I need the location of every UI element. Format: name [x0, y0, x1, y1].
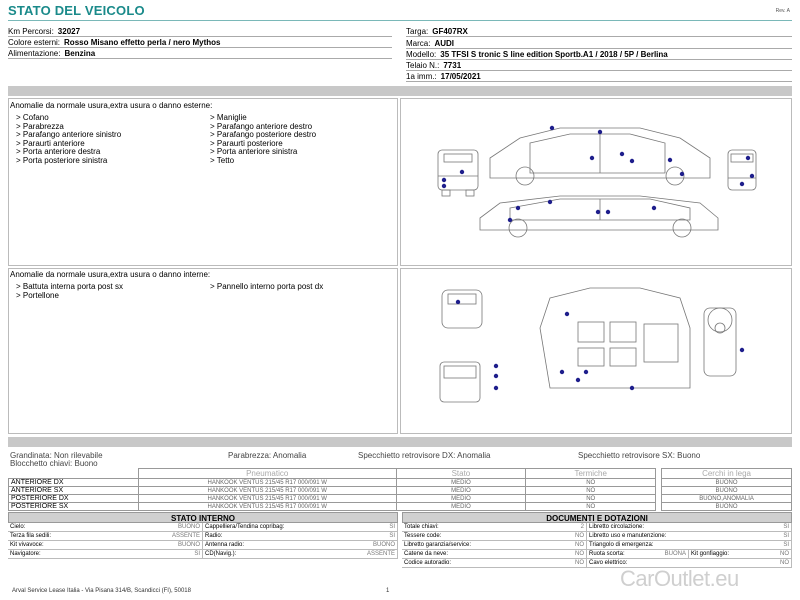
doc-codice-autoradio: Codice autoradio: NO [402, 559, 587, 568]
doc-libretto-circolazione: Libretto circolazione: SI [587, 523, 792, 532]
stato-interno-antenna: Antenna radio: BUONO [203, 541, 398, 550]
doc-cavo-elettrico: Cavo elettrico: NO [587, 559, 792, 568]
external-car-diagram [400, 98, 792, 266]
internal-damage-title: Anomalie da normale usura,extra usura o danno interne: [10, 270, 211, 279]
info-targa: Targa: GF407RX [406, 26, 792, 37]
external-damage-title: Anomalie da normale usura,extra usura o danno esterne: [10, 101, 213, 110]
page-title: STATO DEL VEICOLO [8, 3, 145, 18]
tyre-header-termiche: Termiche [526, 469, 656, 479]
footer-address: Arval Service Lease Italia - Via Pisana 314/B, Scandicci (FI), 50018 [12, 588, 191, 594]
doc-ruota-scorta: Ruota scorta: BUONA [587, 550, 689, 559]
table-row: POSTERIORE SX HANKOOK VENTUS 215/45 R17 000/091 W MEDIO NO BUONO [9, 503, 792, 511]
watermark-logo: CarOutlet.eu [620, 566, 739, 591]
stato-interno-vivavoce: Kit vivavoce: BUONO [8, 541, 203, 550]
status-blocchetto: Blocchetto chiavi: Buono [10, 459, 98, 468]
info-immatricolazione: 1a imm.: 17/05/2021 [406, 71, 792, 82]
external-damage-list-left: > Cofano > Parabrezza > Parafango anteriore sinistro > Paraurti anteriore > Porta anteriore destra > Porta posteriore sinistra [16, 113, 122, 165]
tyre-header-pneumatico: Pneumatico [138, 469, 396, 479]
doc-libretto-uso: Libretto uso e manutenzione: SI [587, 532, 792, 541]
stato-interno-terza-fila: Terza fila sedili: ASSENTE [8, 532, 203, 541]
stato-interno-cd: CD(Navig.): ASSENTE [203, 550, 398, 559]
status-parabrezza: Parabrezza: Anomalia [228, 451, 307, 460]
info-marca: Marca: AUDI [406, 38, 792, 49]
internal-car-diagram [400, 268, 792, 434]
status-specchietto-sx: Specchietto retrovisore SX: Buono [578, 451, 701, 460]
table-row: POSTERIORE DX HANKOOK VENTUS 215/45 R17 000/091 W MEDIO NO BUONO,ANOMALIA [9, 495, 792, 503]
status-grandinata: Grandinata: Non rilevabile [10, 451, 103, 460]
doc-libretto-garanzia: Libretto garanzia/service: NO [402, 541, 587, 550]
revision-label: Rev. A [775, 8, 790, 14]
tyre-table [8, 468, 792, 511]
info-telaio: Telaio N.: 7731 [406, 60, 792, 71]
external-damage-list-right: > Maniglie > Parafango anteriore destro > Parafango posteriore destro > Paraurti posteriore > Porta anteriore sinistra > Tetto [210, 113, 317, 165]
table-row: ANTERIORE DX HANKOOK VENTUS 215/45 R17 000/091 W MEDIO NO BUONO [9, 479, 792, 487]
info-alimentazione: Alimentazione: Benzina [8, 48, 392, 59]
tyre-header-stato: Stato [396, 469, 526, 479]
stato-interno-header: STATO INTERNO [8, 512, 398, 523]
doc-totale-chiavi: Totale chiavi: 2 [402, 523, 587, 532]
info-km: Km Percorsi: 32027 [8, 26, 392, 37]
stato-interno-cappelliera: Cappelliera/Tendina copribag: SI [203, 523, 398, 532]
title-divider [8, 20, 792, 21]
doc-kit-gonfiaggio: Kit gonfiaggio: NO [689, 550, 792, 559]
info-modello: Modello: 35 TFSI S tronic S line edition Sportb.A1 / 2018 / 5P / Berlina [406, 49, 792, 60]
stato-interno-navigatore: Navigatore: SI [8, 550, 203, 559]
documenti-header: DOCUMENTI E DOTAZIONI [402, 512, 792, 523]
doc-triangolo: Triangolo di emergenza: SI [587, 541, 792, 550]
status-separator [8, 437, 792, 447]
stato-interno-radio: Radio: SI [203, 532, 398, 541]
footer-page-number: 1 [386, 588, 390, 594]
info-colore: Colore esterni: Rosso Misano effetto perla / nero Mythos [8, 37, 392, 48]
internal-damage-list-left: > Battuta interna porta post sx > Portellone [16, 282, 123, 300]
table-row: ANTERIORE SX HANKOOK VENTUS 215/45 R17 000/091 W MEDIO NO BUONO [9, 487, 792, 495]
status-specchietto-dx: Specchietto retrovisore DX: Anomalia [358, 451, 491, 460]
doc-tessere-code: Tessere code: NO [402, 532, 587, 541]
internal-damage-list-right: > Pannello interno porta post dx [210, 282, 324, 291]
stato-interno-cielo: Cielo: BUONO [8, 523, 203, 532]
tyre-header-cerchi: Cerchi in lega [662, 469, 792, 479]
doc-catene-neve: Catene da neve: NO [402, 550, 587, 559]
section-separator [8, 86, 792, 96]
